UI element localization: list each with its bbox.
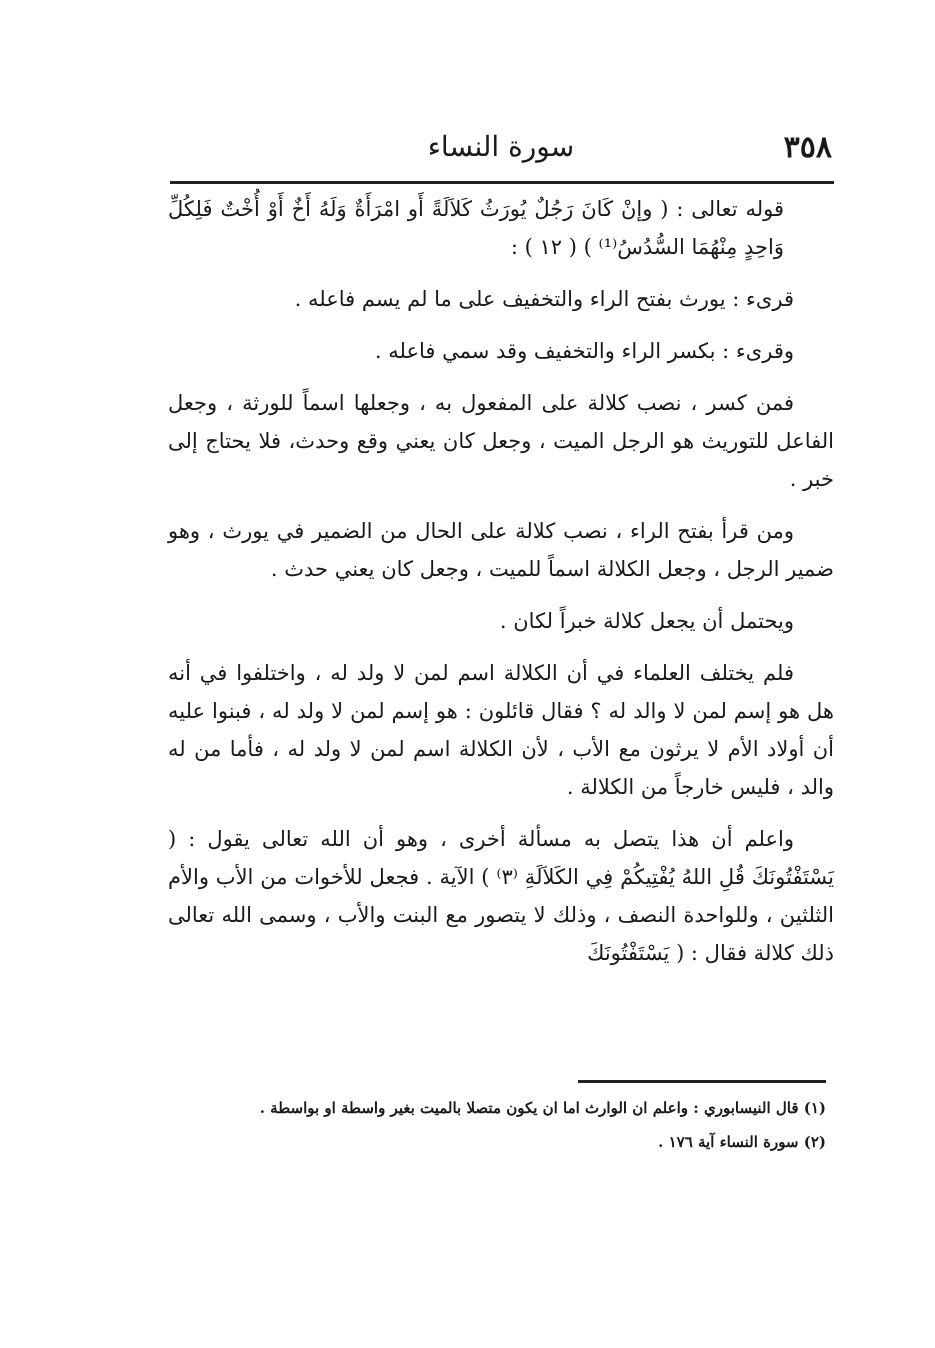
paragraph: قرىء : يورث بفتح الراء والتخفيف على ما لم يسم فاعله . [294,287,794,311]
paragraph: فمن كسر ، نصب كلالة على المفعول به ، وجعلها اسماً للورثة ، وجعل الفاعل للتوريث هو الرجل الميت ، وجعل كان يعني وقع وحدث، فلا يحتاج إلى خبر . [168,391,834,491]
paragraph: ومن قرأ بفتح الراء ، نصب كلالة على الحال من الضمير في يورث ، وهو ضمير الرجل ، وجعل الكلالة اسماً للميت ، وجعل كان يعني حدث . [168,519,834,581]
footnote: (١) قال النيسابوري : واعلم ان الوارث اما ان يكون متصلا بالميت بغير واسطة او بواسطة . [259,1099,826,1117]
page-body [168,190,834,986]
paragraph: واعلم أن هذا يتصل به مسألة أخرى ، وهو أن الله تعالى يقول : ( يَسْتَفْتُونَكَ قُلِ اللهُ يُفْتِيكُمْ فِي الكَلاَلَةِ ⁽٣⁾ ) الآية . فجعل للأخوات من الأب والأم الثلثين ، وللواحدة النصف ، وذلك لا يتصور مع البنت والأب ، وسمى الله تعالى ذلك كلالة فقال : ( يَسْتَفْتُونَكَ [168,827,834,965]
paragraph: وقرىء : بكسر الراء والتخفيف وقد سمي فاعله . [374,339,794,363]
page-header [170,128,832,176]
paragraph-verse: قوله تعالى : ( وإنْ كَانَ رَجُلٌ يُورَثُ كَلاَلَةً أَو امْرَأَةٌ وَلَهُ أَخٌ أَوْ أُخْتٌ فَلِكُلِّ وَاحِدٍ مِنْهُمَا السُّدُسُ⁽¹⁾ ) ( ١٢ ) : [168,197,784,259]
paragraph: فلم يختلف العلماء في أن الكلالة اسم لمن لا ولد له ، واختلفوا في أنه هل هو إسم لمن لا والد له ؟ فقال قائلون : هو إسم لمن لا ولد له ، فبنوا عليه أن أولاد الأم لا يرثون مع الأب ، لأن الكلالة اسم لمن لا ولد له ، فأما من له والد ، فليس خارجاً من الكلالة . [168,661,834,799]
page-title: سورة النساء [427,130,575,163]
paragraph: ويحتمل أن يجعل كلالة خبراً لكان . [499,609,794,633]
footnote-rule [578,1080,826,1083]
footnotes [168,1094,826,1162]
footnote: (٢) سورة النساء آية ١٧٦ . [658,1133,826,1151]
header-rule [170,181,834,184]
page-number: ٣٥٨ [783,130,832,165]
